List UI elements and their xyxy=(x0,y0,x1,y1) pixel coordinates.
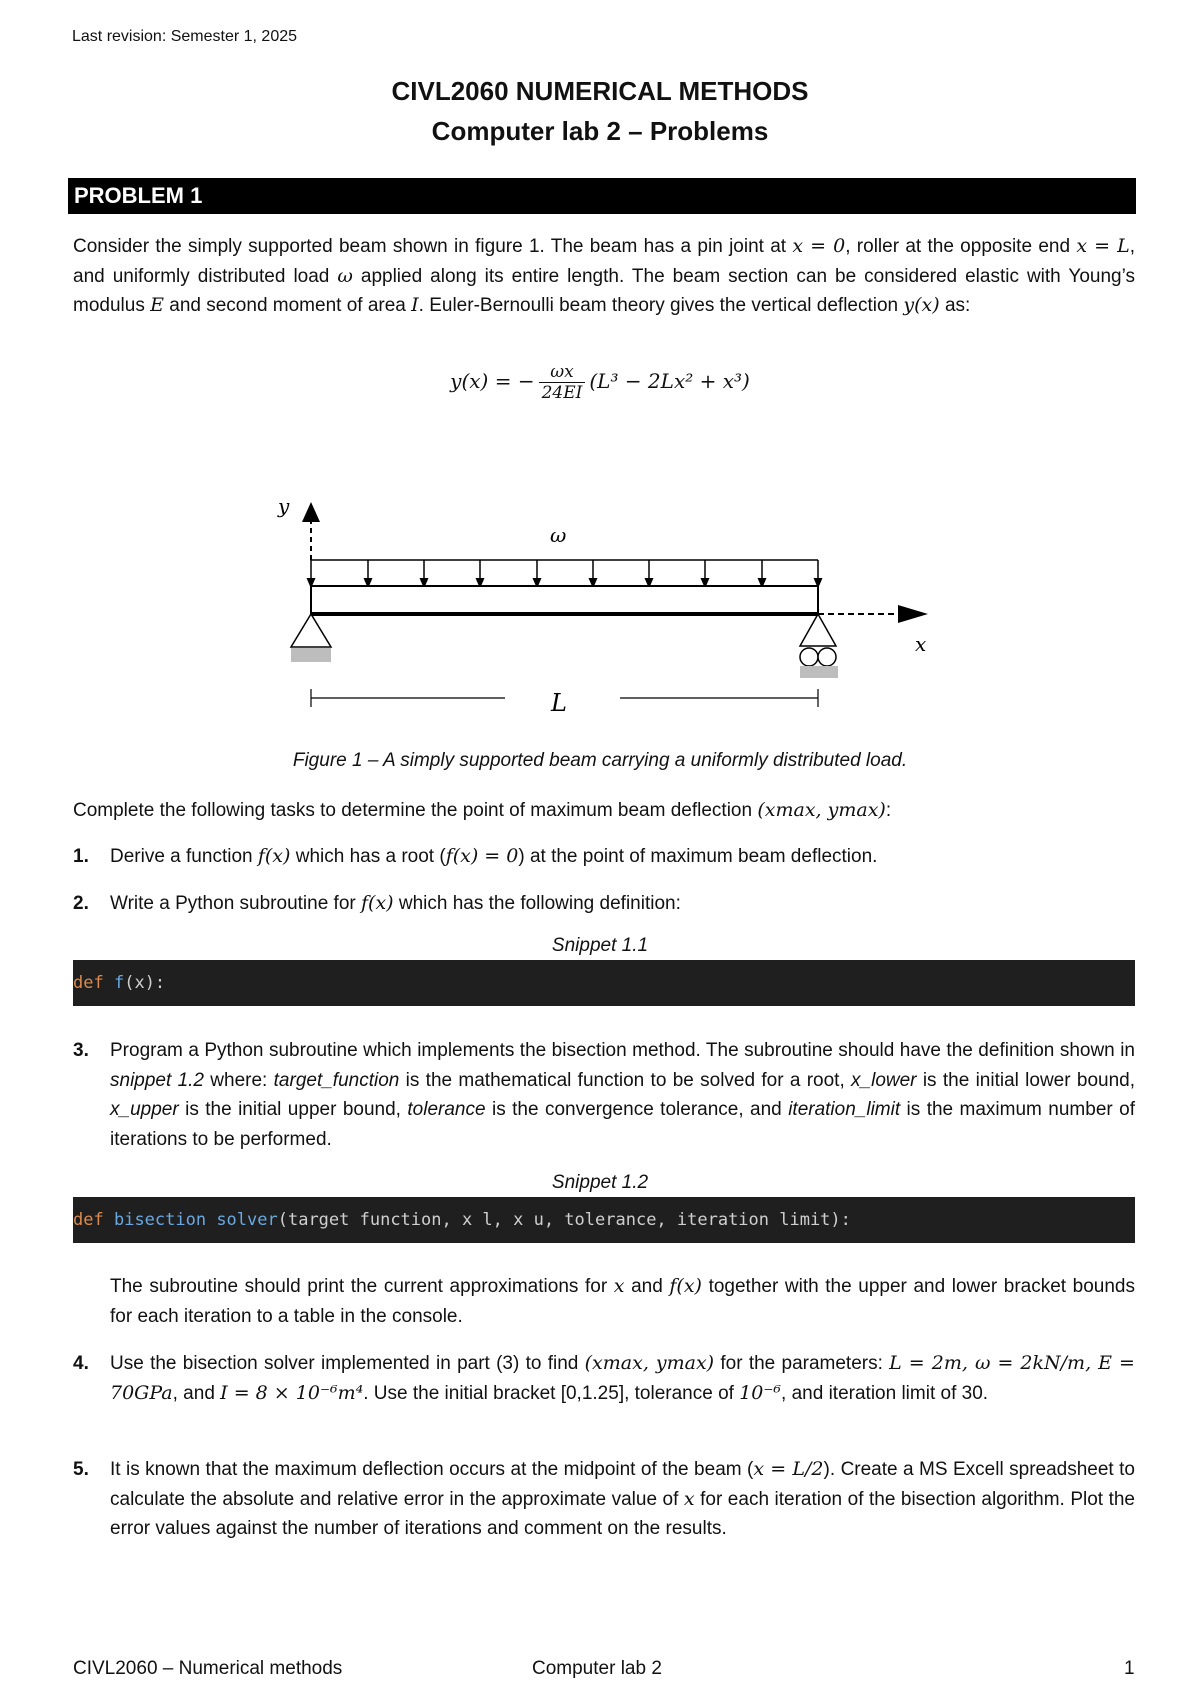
task-1: 1. Derive a function f(x) which has a root (f(x) = 0) at the point of maximum beam deflection. xyxy=(73,845,878,867)
roller-wheel-right xyxy=(818,648,836,666)
roller-wheel-left xyxy=(800,648,818,666)
beam-figure xyxy=(240,480,960,740)
length-label: L xyxy=(551,689,567,717)
equation-fraction: $\frac{\omega x}{24EI}$ xyxy=(539,362,586,403)
task-4: 4. Use the bisection solver implemented in part (3) to find (xmax, ymax) for the parameters: L = 2m, ω = 2kN/m, E = 70GPa, and I = 8 × 10⁻⁶m⁴. Use the initial bracket [0,1.25], tolerance of 10⁻⁶, and iteration limit of 30. xyxy=(73,1352,1135,1404)
footer-lab: Computer lab 2 xyxy=(532,1658,662,1679)
task-3-note: The subroutine should print the current approximations for x and f(x) together with the upper and lower bracket bounds for each iteration to a table in the console. xyxy=(110,1275,1136,1327)
pin-support xyxy=(291,614,331,647)
load-label: ω xyxy=(550,523,567,547)
figure-caption: Figure 1 – A simply supported beam carrying a uniformly distributed load. xyxy=(292,750,908,771)
snippet-2-code: def bisection solver(target function, x l, x u, tolerance, iteration limit): xyxy=(73,1197,1135,1243)
revision-note: Last revision: Semester 1, 2025 xyxy=(72,28,298,45)
snippet-2-label: Snippet 1.2 xyxy=(551,1172,649,1193)
y-axis-arrowhead xyxy=(302,502,320,522)
deflection-equation: y(x) = − $\frac{\omega x}{24EI}$ (L³ − 2Lx² + x³) xyxy=(450,362,750,403)
task-5: 5. It is known that the maximum deflection occurs at the midpoint of the beam (x = L/2). Create a MS Excell spreadsheet to calculate the absolute and relative error in the approximate value of x for each iteration of the bisection algorithm. Plot the error values against the number of iterations and comment on the results. xyxy=(73,1458,1135,1539)
course-title: CIVL2060 NUMERICAL METHODS xyxy=(391,76,809,106)
snippet-1-code: def f(x): xyxy=(73,960,1135,1006)
load-arrows xyxy=(311,560,818,584)
lab-title: Computer lab 2 – Problems xyxy=(431,116,769,146)
roller-ground xyxy=(800,666,838,678)
problem-intro: Consider the simply supported beam shown in figure 1. The beam has a pin joint at x = 0, roller at the opposite end x = L, and uniformly distributed load ω applied along its entire length. The beam section can be considered elastic with Young’s modulus E and second moment of area I. Euler-Bernoulli beam theory gives the vertical deflection y(x) as: xyxy=(73,235,1135,316)
roller-support xyxy=(800,614,836,646)
task-2: 2. Write a Python subroutine for f(x) which has the following definition: xyxy=(73,892,681,914)
footer-course: CIVL2060 – Numerical methods xyxy=(73,1658,343,1679)
y-axis-label: y xyxy=(278,494,290,518)
tasks-intro: Complete the following tasks to determine the point of maximum beam deflection (xmax, ymax): xyxy=(73,799,892,821)
x-axis-label: x xyxy=(915,632,927,656)
problem-heading: PROBLEM 1 xyxy=(68,178,1136,214)
snippet-1-label: Snippet 1.1 xyxy=(551,935,649,956)
pin-ground xyxy=(291,648,331,662)
task-3: 3. Program a Python subroutine which implements the bisection method. The subroutine should have the definition shown in snippet 1.2 where: target_function is the mathematical function to be solved for a root, x_lower is the initial lower bound, x_upper is the initial upper bound, tolerance is the convergence tolerance, and iteration_limit is the maximum number of iterations to be performed. xyxy=(73,1040,1135,1150)
beam xyxy=(311,586,818,614)
page-number: 1 xyxy=(1124,1658,1135,1679)
x-axis-arrowhead xyxy=(898,605,928,623)
